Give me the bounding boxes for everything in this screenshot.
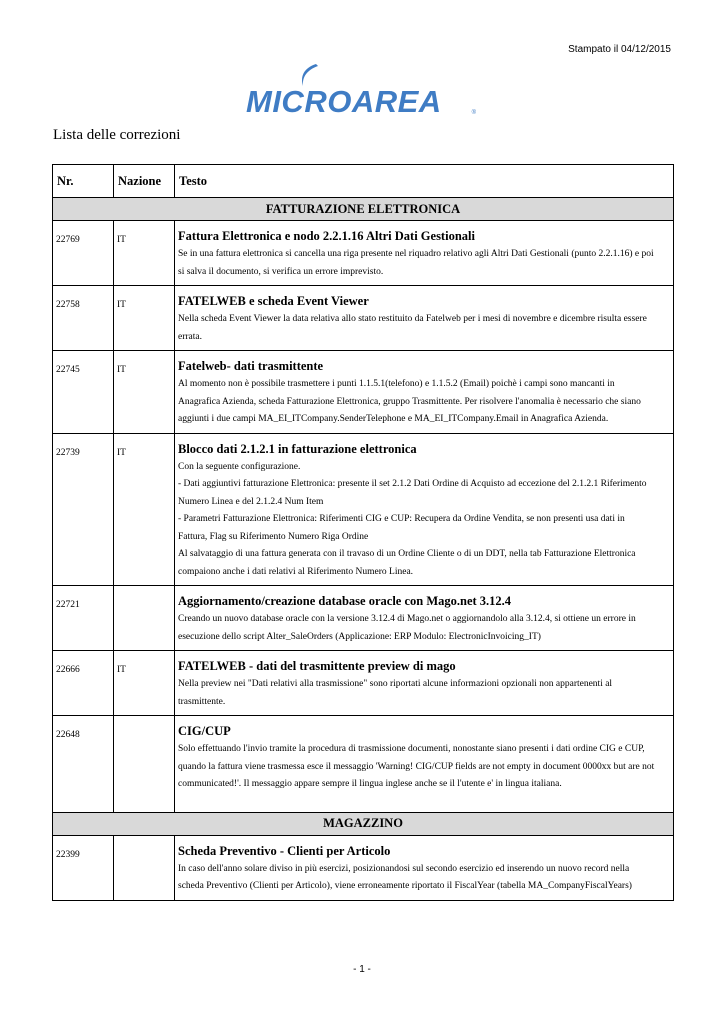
correction-description-line: Se in una fattura elettronica si cancella una riga presente nel riquadro relativo agli Altri Dati Gestionali (punto 2.2.1.16) e poi (178, 249, 654, 259)
correction-title: FATELWEB e scheda Event Viewer (178, 294, 369, 308)
correction-description-line: errata. (178, 331, 202, 342)
table-row (53, 221, 674, 286)
table-row (53, 651, 674, 716)
cell-testo (175, 286, 674, 351)
cell-testo (175, 716, 674, 813)
cell-nazione: IT (114, 651, 175, 716)
cell-nr: 22739 (53, 433, 114, 586)
cell-testo (175, 221, 674, 286)
cell-testo (175, 351, 674, 434)
correction-description-line: Con la seguente configurazione. (178, 461, 301, 472)
correction-title: Aggiornamento/creazione database oracle con Mago.net 3.12.4 (178, 594, 512, 608)
corrections-table (52, 164, 674, 901)
cell-testo (175, 586, 674, 651)
cell-nr: 22721 (53, 586, 114, 651)
cell-testo (175, 433, 674, 586)
cell-nazione (114, 586, 175, 651)
cell-nr: 22648 (53, 716, 114, 813)
cell-nazione: IT (114, 351, 175, 434)
correction-description-line: Nella scheda Event Viewer la data relativa allo stato restituito da Fatelweb per i mesi di novembre e dicembre risulta essere (178, 314, 647, 324)
cell-testo (175, 651, 674, 716)
logo-registered-mark: ® (471, 110, 476, 116)
table-row (53, 716, 674, 813)
table-row (53, 586, 674, 651)
correction-description-line: Al salvataggio di una fattura generata con il travaso di un Ordine Cliente o di un DDT, nella tab Fatturazione Elettronica (178, 549, 636, 559)
column-header-nr: Nr. (53, 165, 114, 198)
table-row (53, 433, 674, 586)
cell-nr: 22758 (53, 286, 114, 351)
correction-description-line: In caso dell'anno solare diviso in più esercizi, posizionandosi sul secondo esercizio ed inserendo un nuovo record nella (178, 863, 630, 874)
correction-title: FATELWEB - dati del trasmittente preview di mago (178, 659, 456, 673)
page-title: Lista delle correzioni (53, 127, 181, 143)
correction-description-line: communicated!'. Il messaggio appare sempre il lingua inglese anche se il l'utente e' in lingua italiana. (178, 779, 562, 789)
cell-nr: 22769 (53, 221, 114, 286)
microarea-logo (246, 62, 478, 122)
section-row (53, 198, 674, 221)
correction-description-line: - Dati aggiuntivi fatturazione Elettronica: presente il set 2.1.2 Dati Ordine di Acquisto ad eccezione del 2.1.2.1 Riferimento (178, 479, 647, 489)
cell-nazione: IT (114, 221, 175, 286)
cell-nr: 22666 (53, 651, 114, 716)
correction-description-line: - Parametri Fatturazione Elettronica: Riferimenti CIG e CUP: Recupera da Ordine Vendita, se non presenti usa dati in (178, 514, 625, 524)
cell-nazione (114, 835, 175, 900)
column-header-nazione: Nazione (114, 165, 175, 198)
correction-description-line: trasmittente. (178, 696, 226, 707)
table-header-row (53, 165, 674, 198)
section-title: FATTURAZIONE ELETTRONICA (53, 198, 674, 221)
logo-text: MICROAREA (246, 84, 442, 119)
correction-description-line: aggiunti i due campi MA_EI_ITCompany.SenderTelephone e MA_EI_ITCompany.Email in Anagrafica Azienda. (178, 414, 609, 424)
section-row (53, 812, 674, 835)
cell-nazione (114, 716, 175, 813)
cell-nazione: IT (114, 286, 175, 351)
correction-title: Fatelweb- dati trasmittente (178, 359, 324, 373)
correction-description-line: Creando un nuovo database oracle con la versione 3.12.4 di Mago.net o aggiornandolo alla 3.12.4, si ottiene un errore in (178, 614, 636, 624)
correction-description-line: Solo effettuando l'invio tramite la procedura di trasmissione documenti, nonostante siano presenti i dati ordine CIG e CUP, (178, 744, 645, 754)
table-row (53, 835, 674, 900)
correction-title: CIG/CUP (178, 724, 231, 738)
cell-nr: 22399 (53, 835, 114, 900)
correction-description-line: compaiono anche i dati relativi al Riferimento Numero Linea. (178, 566, 414, 577)
correction-description-line: Fattura, Flag su Riferimento Numero Riga Ordine (178, 531, 369, 542)
correction-description-line: Numero Linea e del 2.1.2.4 Num Item (178, 496, 324, 507)
correction-description-line: esecuzione dello script Alter_SaleOrders (Applicazione: ERP Modulo: ElectronicInvoicing_IT) (178, 631, 541, 642)
page-number: - 1 - (353, 964, 371, 975)
correction-description-line: scheda Preventivo (Clienti per Articolo), viene erroneamente riportato il FiscalYear (tabella MA_CompanyFiscalYears) (178, 881, 632, 891)
table-row (53, 286, 674, 351)
section-title: MAGAZZINO (53, 812, 674, 835)
correction-description-line: si salva il documento, si verifica un errore imprevisto. (178, 266, 384, 277)
correction-description-line: Nella preview nei "Dati relativi alla trasmissione" sono riportati alcune informazioni opzionali non appartenenti al (178, 679, 613, 689)
table-row (53, 351, 674, 434)
correction-title: Blocco dati 2.1.2.1 in fatturazione elettronica (178, 441, 417, 456)
correction-title: Fattura Elettronica e nodo 2.2.1.16 Altri Dati Gestionali (178, 229, 475, 243)
cell-nr: 22745 (53, 351, 114, 434)
cell-nazione: IT (114, 433, 175, 586)
printed-date: Stampato il 04/12/2015 (568, 44, 671, 55)
correction-title: Scheda Preventivo - Clienti per Articolo (178, 843, 391, 858)
cell-testo (175, 835, 674, 900)
correction-description-line: Al momento non è possibile trasmettere i punti 1.1.5.1(telefono) e 1.1.5.2 (Email) poichè i campi sono mancanti in (178, 379, 615, 389)
correction-description-line: Anagrafica Azienda, scheda Fatturazione Elettronica, gruppo Trasmittente. Per risolvere l'anomalia è necessario che siano (178, 396, 641, 407)
correction-description-line: quando la fattura viene trasmessa esce il messaggio 'Warning! CIG/CUP fields are not empty in document 0000xx but are not (178, 761, 655, 772)
column-header-testo: Testo (175, 165, 674, 198)
